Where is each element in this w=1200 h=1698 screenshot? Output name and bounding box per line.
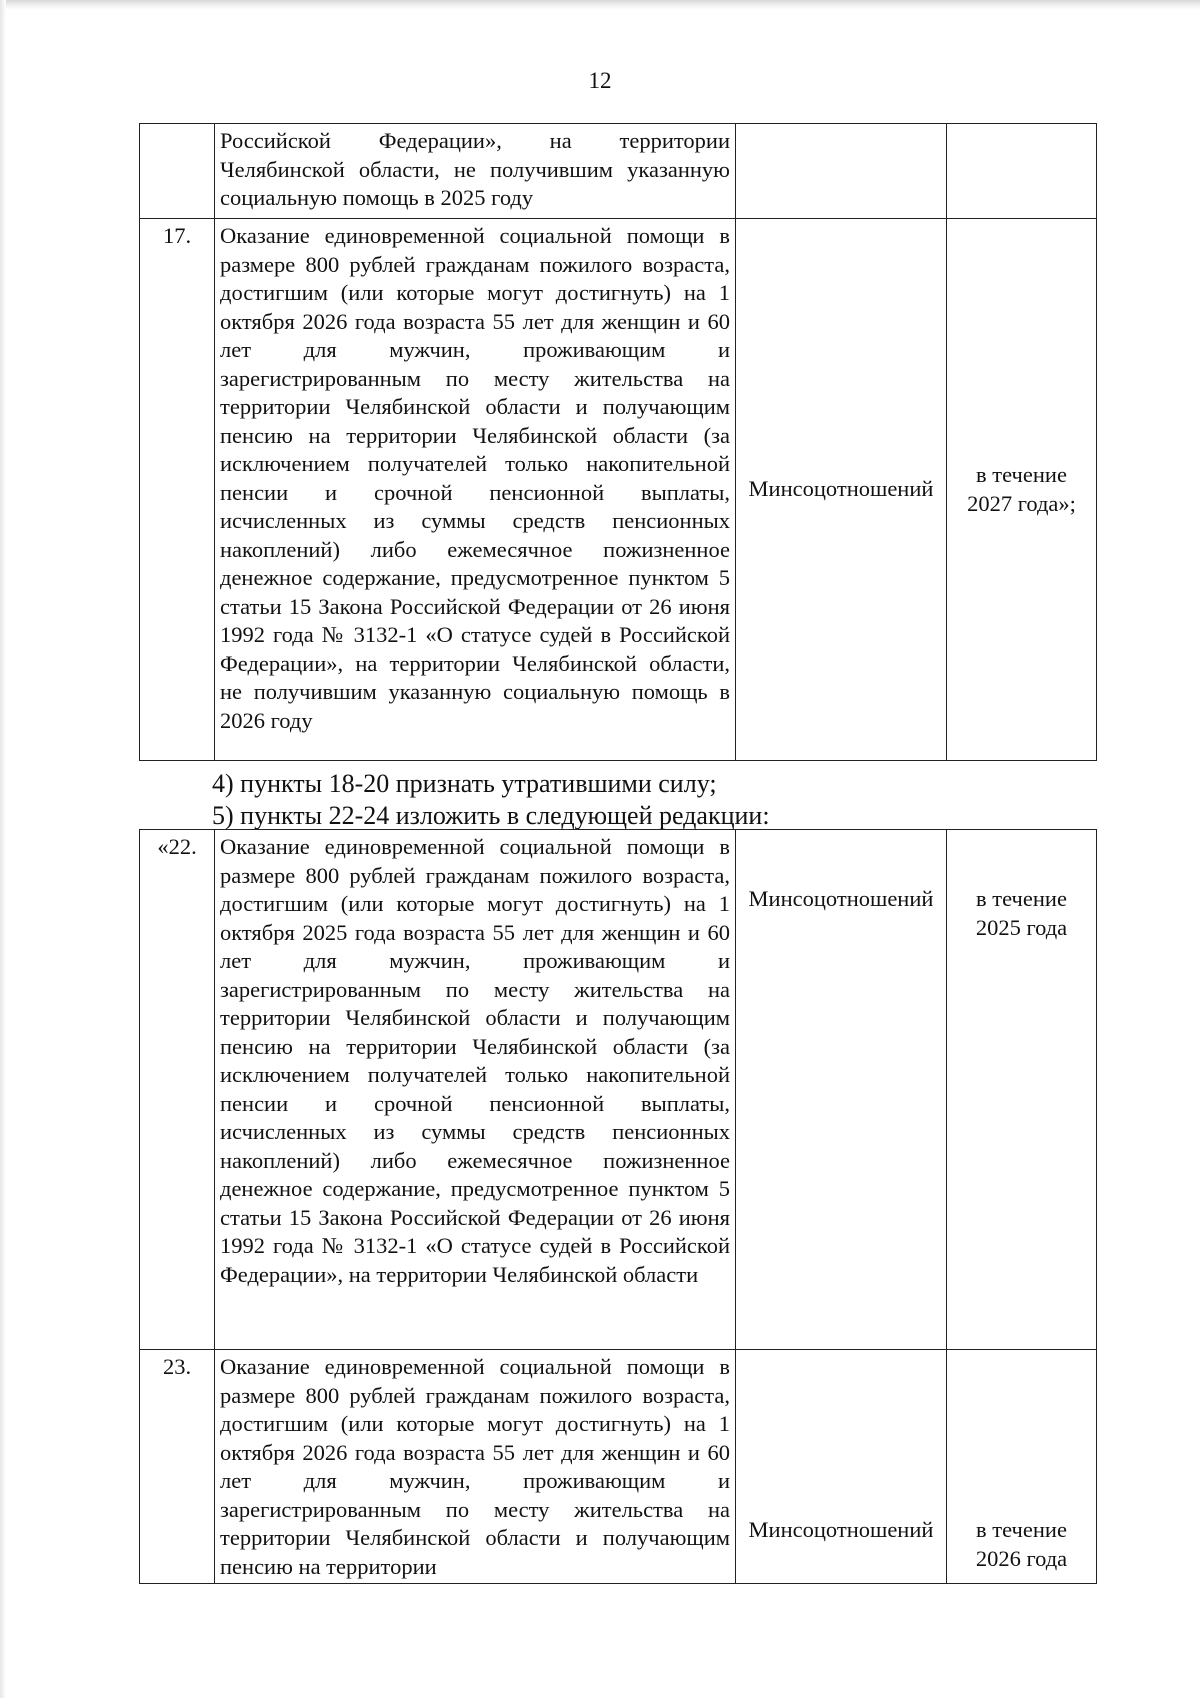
table-row bbox=[140, 124, 1097, 219]
executor-cell bbox=[736, 124, 947, 219]
measure-text: Российской Федерации», на территории Челябинской области, не получившим указанную социальную помощь в 2025 году bbox=[215, 124, 736, 219]
executor-cell: Минсоцотношений bbox=[736, 219, 947, 761]
row-number: 23. bbox=[140, 1350, 215, 1584]
row-number: «22. bbox=[140, 830, 215, 1350]
amendment-item-5: 5) пункты 22-24 изложить в следующей редакции: bbox=[212, 801, 770, 830]
table-row bbox=[140, 830, 1097, 1350]
page-number: 12 bbox=[588, 68, 612, 93]
row-number: 17. bbox=[140, 219, 215, 761]
table-row bbox=[140, 219, 1097, 761]
executor-cell: Минсоцотношений bbox=[736, 830, 947, 1350]
term-cell bbox=[947, 219, 1097, 761]
term-line: 2025 года bbox=[975, 914, 1068, 940]
term-cell bbox=[947, 124, 1097, 219]
term-cell bbox=[947, 1350, 1097, 1584]
term-cell bbox=[947, 830, 1097, 1350]
row-number bbox=[140, 124, 215, 219]
measures-table-new-edition bbox=[139, 829, 1097, 1584]
measure-text: Оказание единовременной социальной помощи в размере 800 рублей гражданам пожилого возраста, достигшим (или которые могут достигнуть) на 1 октября 2026 года возраста 55 лет для женщин и 60 лет для мужчин, проживающим и зарегистрированным по месту жительства на территории Челябинской области и получающим пенсию на территории bbox=[215, 1350, 736, 1584]
term-line: в течение bbox=[976, 462, 1067, 487]
scan-edge-left bbox=[0, 0, 6, 1698]
amendment-item-4: 4) пункты 18-20 признать утратившими силу; bbox=[212, 769, 717, 798]
measures-table-continued bbox=[139, 123, 1097, 761]
term-line: 2027 года»; bbox=[967, 490, 1076, 516]
term-line: в течение bbox=[976, 1517, 1067, 1542]
measure-text: Оказание единовременной социальной помощи в размере 800 рублей гражданам пожилого возраста, достигшим (или которые могут достигнуть) на 1 октября 2026 года возраста 55 лет для женщин и 60 лет для мужчин, проживающим и зарегистрированным по месту жительства на территории Челябинской области и получающим пенсию на территории Челябинской области (за исключением получателей только накопительной пенсии и срочной пенсионной выплаты, исчисленных из суммы средств пенсионных накоплений) либо ежемесячное пожизненное денежное содержание, предусмотренное пунктом 5 статьи 15 Закона Российской Федерации от 26 июня 1992 года № 3132-1 «О статусе судей в Российской Федерации», на территории Челябинской области, не получившим указанную социальную помощь в 2026 году bbox=[215, 219, 736, 761]
measure-text: Оказание единовременной социальной помощи в размере 800 рублей гражданам пожилого возраста, достигшим (или которые могут достигнуть) на 1 октября 2025 года возраста 55 лет для женщин и 60 лет для мужчин, проживающим и зарегистрированным по месту жительства на территории Челябинской области и получающим пенсию на территории Челябинской области (за исключением получателей только накопительной пенсии и срочной пенсионной выплаты, исчисленных из суммы средств пенсионных накоплений) либо ежемесячное пожизненное денежное содержание, предусмотренное пунктом 5 статьи 15 Закона Российской Федерации от 26 июня 1992 года № 3132-1 «О статусе судей в Российской Федерации», на территории Челябинской области bbox=[215, 830, 736, 1350]
scan-edge-top bbox=[0, 0, 1200, 10]
term-line: в течение bbox=[976, 886, 1067, 911]
executor-cell: Минсоцотношений bbox=[736, 1350, 947, 1584]
table-row bbox=[140, 1350, 1097, 1584]
term-line: 2026 года bbox=[975, 1545, 1068, 1571]
